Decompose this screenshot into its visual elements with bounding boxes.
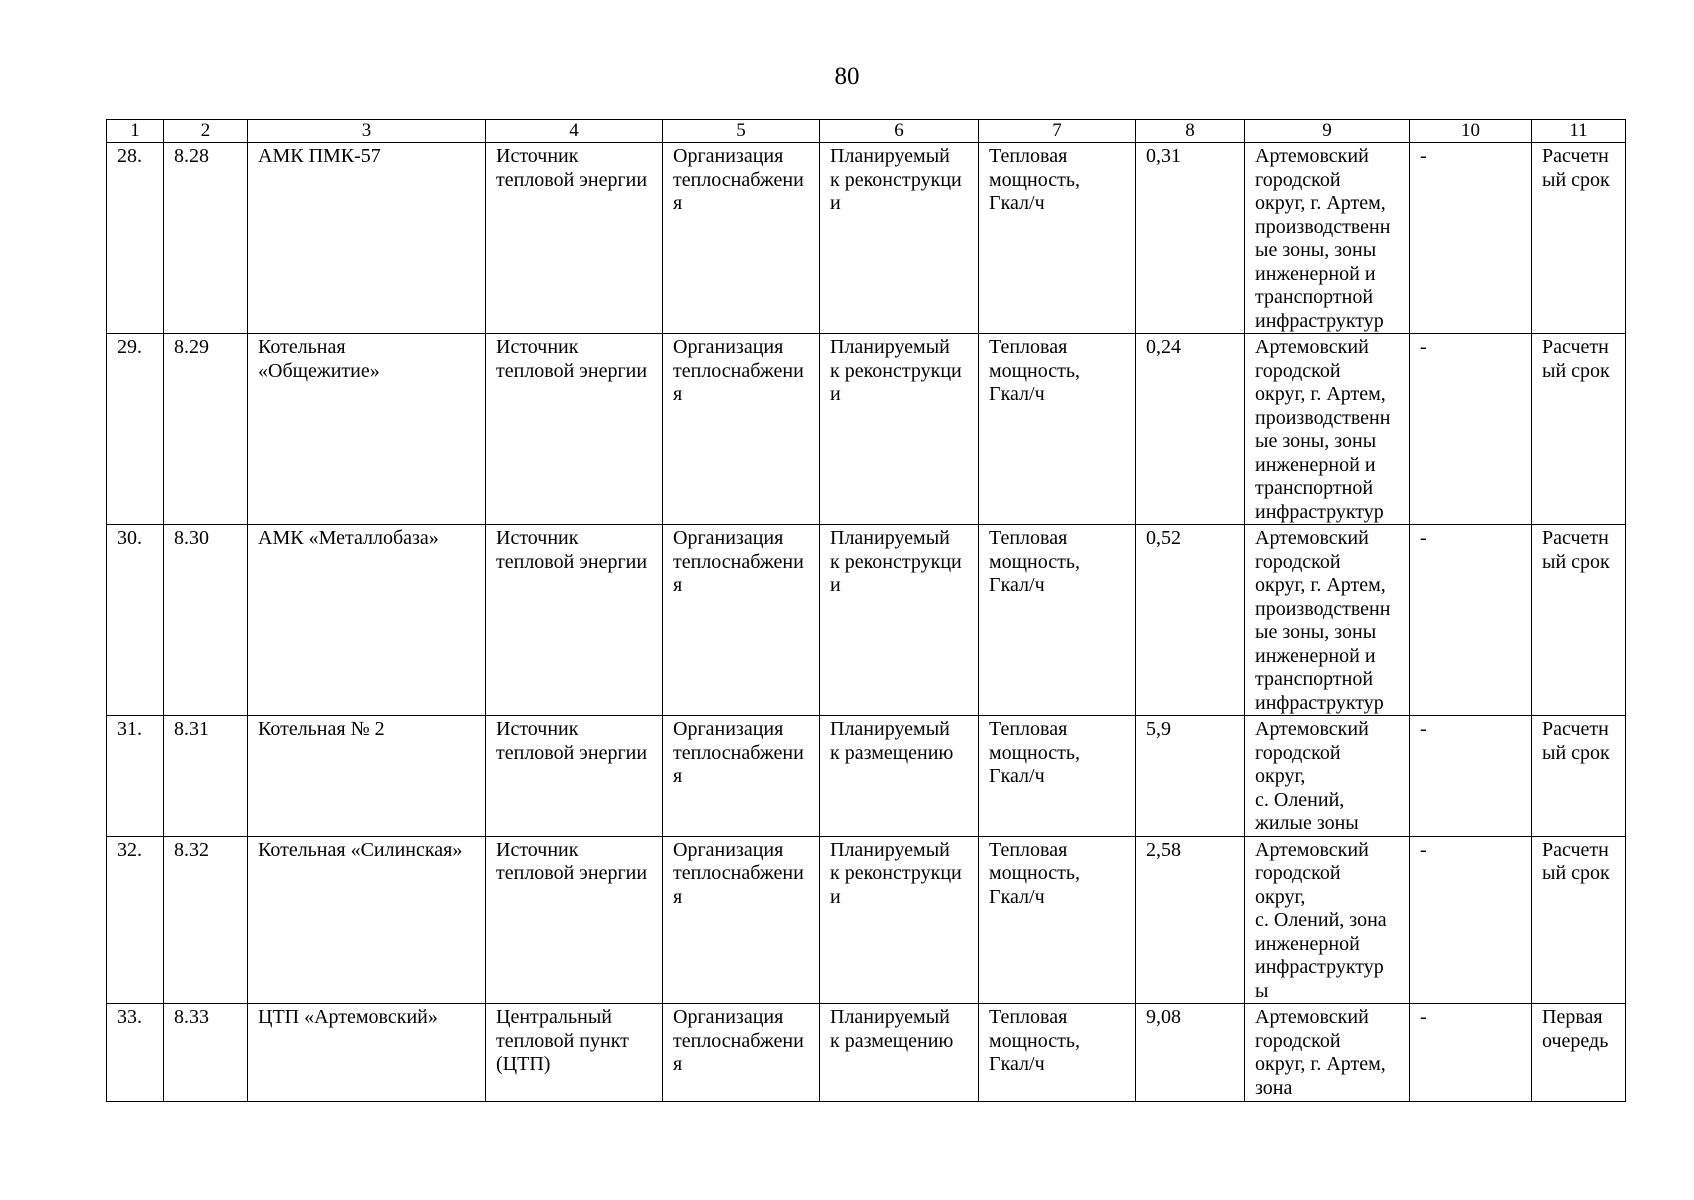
object-type-line: тепловой энергии (496, 862, 648, 884)
term-line: ый срок (1542, 168, 1610, 191)
parameter-name-line: мощность, (989, 168, 1080, 191)
object-name-cell (248, 836, 486, 1004)
object-status-line: Планируемый (830, 336, 950, 358)
object-name-cell (248, 525, 486, 716)
parameter-name-line: Гкал/ч (989, 765, 1045, 787)
location-line: ые зоны, зоны (1255, 621, 1377, 643)
object-status-line: и (830, 574, 841, 596)
parameter-name-line: Тепловая (989, 1006, 1068, 1028)
object-name-cell (248, 1004, 486, 1102)
object-status-line: к реконструкци (830, 862, 962, 884)
term-cell (1532, 1004, 1626, 1102)
term-line: Расчетн (1542, 838, 1609, 861)
location-line: округ, г. Артем, (1255, 1053, 1386, 1075)
object-name-line: АМК «Металлобаза» (258, 527, 439, 549)
parameter-value-cell: 5,9 (1136, 716, 1245, 837)
term-line: Первая (1542, 1006, 1603, 1028)
organization-line: теплоснабжени (673, 862, 804, 884)
column-header-7: 7 (979, 120, 1136, 143)
organization-cell (663, 1004, 820, 1102)
object-status-line: и (830, 885, 841, 908)
organization-line: Организация (673, 718, 784, 740)
object-type-line: (ЦТП) (496, 1053, 551, 1075)
table-row (107, 1004, 1626, 1102)
column-10-value-cell: - (1410, 525, 1532, 716)
column-header-5: 5 (663, 120, 820, 143)
object-status-line: Планируемый (830, 838, 950, 861)
parameter-name-line: Гкал/ч (989, 192, 1045, 214)
organization-line: теплоснабжени (673, 550, 804, 573)
organization-line: теплоснабжени (673, 741, 804, 764)
term-cell (1532, 836, 1626, 1004)
item-code-cell: 8.28 (164, 143, 248, 334)
object-status-cell (820, 334, 979, 525)
organization-line: Организация (673, 145, 784, 167)
object-type-cell (486, 525, 663, 716)
organization-line: я (673, 574, 683, 596)
column-10-value-cell: - (1410, 716, 1532, 837)
column-header-10: 10 (1410, 120, 1532, 143)
parameter-name-line: мощность, (989, 741, 1080, 764)
object-type-line: тепловой энергии (496, 359, 648, 382)
location-line: с. Олений, зона (1255, 909, 1387, 931)
item-code-cell: 8.31 (164, 716, 248, 837)
location-line: Артемовский (1255, 336, 1369, 358)
term-line: Расчетн (1542, 718, 1609, 740)
parameter-name-line: мощность, (989, 359, 1080, 382)
organization-line: Организация (673, 838, 784, 861)
parameter-value-cell: 0,24 (1136, 334, 1245, 525)
organization-line: я (673, 885, 683, 908)
location-line: округ, (1255, 885, 1306, 908)
location-line: производственн (1255, 406, 1391, 429)
location-cell (1245, 836, 1410, 1004)
parameter-name-line: Тепловая (989, 145, 1068, 167)
objects-table (106, 119, 1626, 1102)
organization-cell (663, 836, 820, 1004)
location-line: Артемовский (1255, 838, 1369, 861)
parameter-name-cell (979, 525, 1136, 716)
object-name-line: «Общежитие» (258, 359, 380, 382)
parameter-name-line: Тепловая (989, 838, 1068, 861)
column-header-3: 3 (248, 120, 486, 143)
parameter-name-line: Гкал/ч (989, 885, 1045, 908)
object-type-cell (486, 716, 663, 837)
object-status-line: к реконструкци (830, 359, 962, 382)
location-line: инженерной и (1255, 453, 1376, 476)
object-type-line: Центральный (496, 1006, 613, 1028)
table-body (107, 143, 1626, 1102)
row-number-cell: 33. (107, 1004, 164, 1102)
location-line: округ, г. Артем, (1255, 192, 1386, 214)
location-line: городской (1255, 550, 1341, 573)
location-line: зона (1255, 1076, 1293, 1099)
column-10-value-cell: - (1410, 1004, 1532, 1102)
object-type-line: тепловой энергии (496, 550, 648, 573)
parameter-name-line: Гкал/ч (989, 1053, 1045, 1075)
organization-line: теплоснабжени (673, 168, 804, 191)
object-status-line: и (830, 192, 841, 214)
term-line: Расчетн (1542, 336, 1609, 358)
item-code-cell: 8.33 (164, 1004, 248, 1102)
term-cell (1532, 716, 1626, 837)
object-status-line: к реконструкци (830, 168, 962, 191)
column-header-6: 6 (820, 120, 979, 143)
parameter-name-line: Гкал/ч (989, 383, 1045, 405)
object-status-line: Планируемый (830, 718, 950, 740)
table-row (107, 716, 1626, 837)
location-line: городской (1255, 168, 1341, 191)
object-status-cell (820, 716, 979, 837)
organization-cell (663, 143, 820, 334)
object-type-line: Источник (496, 838, 579, 861)
object-name-cell (248, 143, 486, 334)
term-line: Расчетн (1542, 527, 1609, 549)
object-status-line: Планируемый (830, 527, 950, 549)
column-header-4: 4 (486, 120, 663, 143)
location-line: производственн (1255, 597, 1391, 620)
object-type-line: тепловой энергии (496, 168, 648, 191)
object-status-line: Планируемый (830, 1006, 950, 1028)
term-cell (1532, 525, 1626, 716)
object-status-line: и (830, 383, 841, 405)
object-type-line: Источник (496, 718, 579, 740)
location-cell (1245, 143, 1410, 334)
row-number-cell: 28. (107, 143, 164, 334)
table-row (107, 334, 1626, 525)
location-line: инфраструктур (1255, 309, 1384, 332)
object-type-cell (486, 143, 663, 334)
organization-line: Организация (673, 527, 784, 549)
column-header-8: 8 (1136, 120, 1245, 143)
object-type-line: Источник (496, 336, 579, 358)
object-status-cell (820, 1004, 979, 1102)
organization-line: теплоснабжени (673, 1029, 804, 1052)
object-name-line: ЦТП «Артемовский» (258, 1006, 438, 1028)
object-name-line: Котельная № 2 (258, 718, 385, 740)
location-line: ы (1255, 979, 1269, 1002)
object-name-line: Котельная «Силинская» (258, 838, 463, 861)
table-row (107, 143, 1626, 334)
location-line: ые зоны, зоны (1255, 239, 1377, 261)
row-number-cell: 29. (107, 334, 164, 525)
term-line: ый срок (1542, 862, 1610, 884)
row-number-cell: 30. (107, 525, 164, 716)
organization-cell (663, 716, 820, 837)
parameter-name-cell (979, 1004, 1136, 1102)
term-cell (1532, 143, 1626, 334)
item-code-cell: 8.32 (164, 836, 248, 1004)
parameter-name-line: Тепловая (989, 336, 1068, 358)
column-10-value-cell: - (1410, 334, 1532, 525)
column-10-value-cell: - (1410, 143, 1532, 334)
object-type-cell (486, 334, 663, 525)
location-line: городской (1255, 359, 1341, 382)
object-status-line: к размещению (830, 1029, 954, 1052)
object-type-cell (486, 1004, 663, 1102)
column-header-11: 11 (1532, 120, 1626, 143)
object-status-cell (820, 143, 979, 334)
object-status-line: Планируемый (830, 145, 950, 167)
object-type-cell (486, 836, 663, 1004)
column-header-9: 9 (1245, 120, 1410, 143)
location-line: округ, г. Артем, (1255, 383, 1386, 405)
table-row (107, 525, 1626, 716)
row-number-cell: 32. (107, 836, 164, 1004)
organization-line: теплоснабжени (673, 359, 804, 382)
item-code-cell: 8.30 (164, 525, 248, 716)
column-header-1: 1 (107, 120, 164, 143)
parameter-name-line: мощность, (989, 862, 1080, 884)
organization-line: я (673, 765, 683, 787)
location-line: инфраструктур (1255, 956, 1384, 978)
location-line: городской (1255, 1029, 1341, 1052)
location-line: городской (1255, 741, 1341, 764)
location-line: Артемовский (1255, 1006, 1369, 1028)
location-line: транспортной (1255, 668, 1374, 690)
location-line: городской (1255, 862, 1341, 884)
object-type-line: Источник (496, 527, 579, 549)
object-name-line: Котельная (258, 336, 346, 358)
column-header-2: 2 (164, 120, 248, 143)
location-cell (1245, 334, 1410, 525)
object-type-line: тепловой пункт (496, 1029, 629, 1052)
object-name-cell (248, 716, 486, 837)
object-status-cell (820, 525, 979, 716)
term-line: ый срок (1542, 741, 1610, 764)
location-cell (1245, 1004, 1410, 1102)
term-line: очередь (1542, 1029, 1609, 1052)
location-line: транспортной (1255, 286, 1374, 308)
parameter-value-cell: 0,52 (1136, 525, 1245, 716)
term-line: Расчетн (1542, 145, 1609, 167)
parameter-value-cell: 0,31 (1136, 143, 1245, 334)
organization-cell (663, 334, 820, 525)
object-type-line: Источник (496, 145, 579, 167)
object-name-cell (248, 334, 486, 525)
object-status-line: к реконструкци (830, 550, 962, 573)
header-row (107, 120, 1626, 143)
location-line: инфраструктур (1255, 691, 1384, 714)
organization-line: Организация (673, 336, 784, 358)
location-line: производственн (1255, 215, 1391, 238)
organization-cell (663, 525, 820, 716)
location-line: инженерной и (1255, 644, 1376, 667)
location-line: округ, г. Артем, (1255, 574, 1386, 596)
table-row (107, 836, 1626, 1004)
parameter-name-line: Гкал/ч (989, 574, 1045, 596)
parameter-name-line: Тепловая (989, 527, 1068, 549)
location-line: Артемовский (1255, 527, 1369, 549)
location-line: Артемовский (1255, 145, 1369, 167)
location-line: с. Олений, (1255, 788, 1345, 811)
location-line: инженерной и (1255, 262, 1376, 285)
location-line: жилые зоны (1255, 812, 1359, 834)
object-name-line: АМК ПМК-57 (258, 145, 381, 167)
location-line: инженерной (1255, 932, 1360, 955)
parameter-name-line: мощность, (989, 550, 1080, 573)
organization-line: Организация (673, 1006, 784, 1028)
page-number: 80 (834, 63, 860, 90)
parameter-name-cell (979, 716, 1136, 837)
location-line: округ, (1255, 765, 1306, 787)
parameter-name-line: Тепловая (989, 718, 1068, 740)
parameter-name-cell (979, 334, 1136, 525)
location-cell (1245, 716, 1410, 837)
location-cell (1245, 525, 1410, 716)
organization-line: я (673, 383, 683, 405)
row-number-cell: 31. (107, 716, 164, 837)
parameter-name-line: мощность, (989, 1029, 1080, 1052)
parameter-value-cell: 9,08 (1136, 1004, 1245, 1102)
term-line: ый срок (1542, 359, 1610, 382)
parameter-name-cell (979, 836, 1136, 1004)
object-type-line: тепловой энергии (496, 741, 648, 764)
location-line: Артемовский (1255, 718, 1369, 740)
term-line: ый срок (1542, 550, 1610, 573)
column-10-value-cell: - (1410, 836, 1532, 1004)
parameter-value-cell: 2,58 (1136, 836, 1245, 1004)
organization-line: я (673, 192, 683, 214)
item-code-cell: 8.29 (164, 334, 248, 525)
term-cell (1532, 334, 1626, 525)
location-line: ые зоны, зоны (1255, 430, 1377, 452)
object-status-cell (820, 836, 979, 1004)
location-line: инфраструктур (1255, 500, 1384, 523)
location-line: транспортной (1255, 477, 1374, 499)
parameter-name-cell (979, 143, 1136, 334)
object-status-line: к размещению (830, 741, 954, 764)
organization-line: я (673, 1053, 683, 1075)
